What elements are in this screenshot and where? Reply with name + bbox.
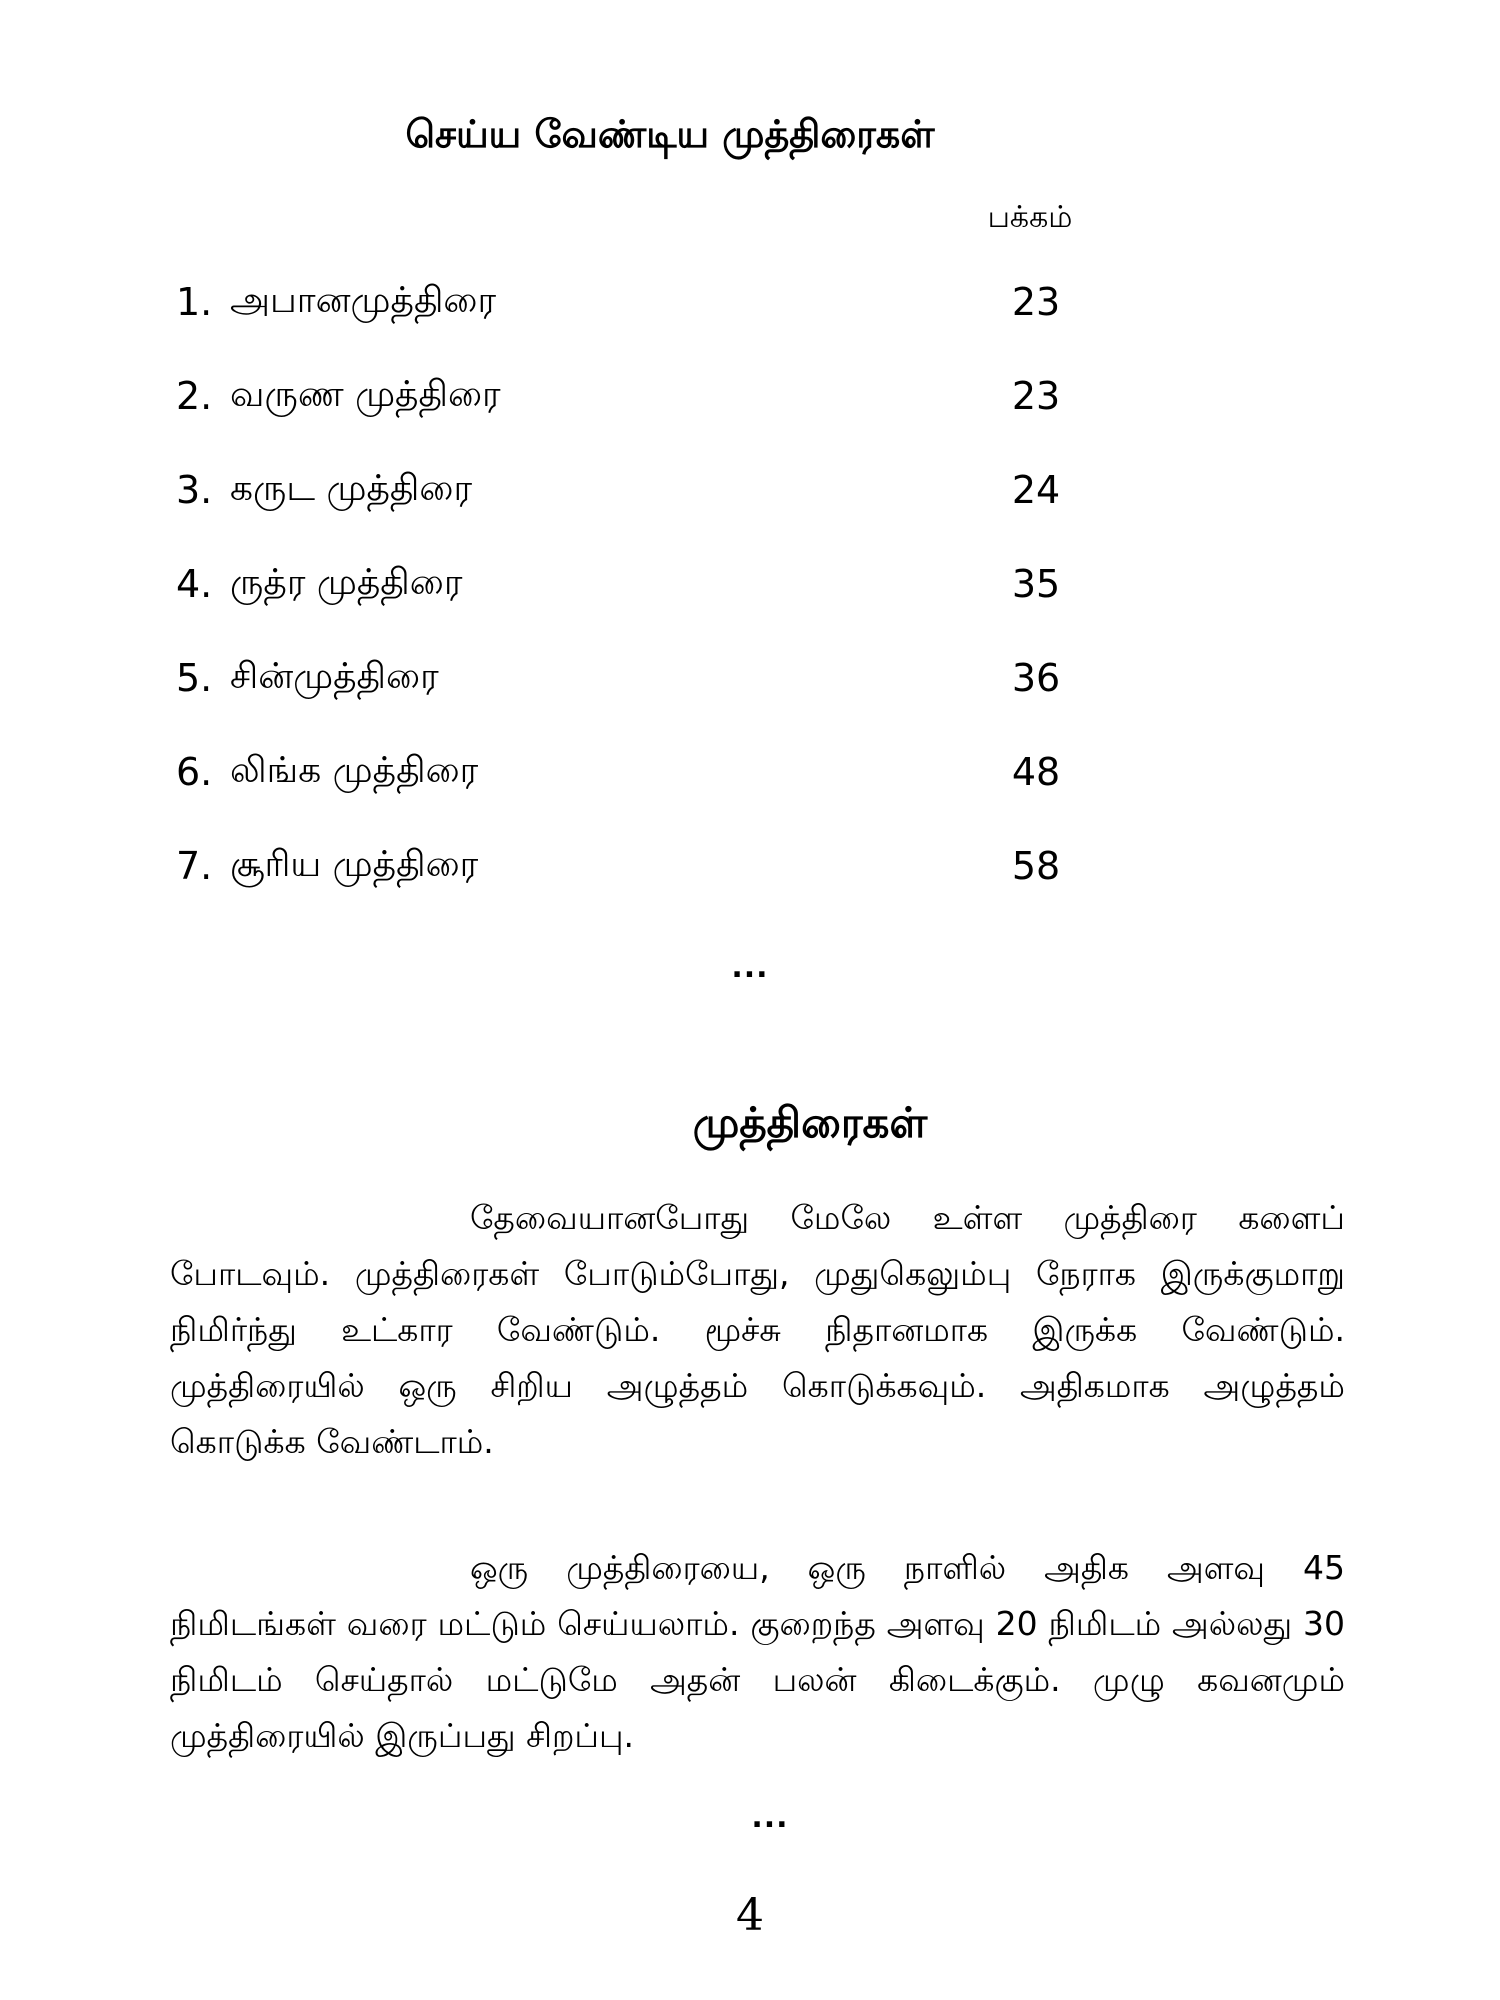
body-paragraph	[170, 1190, 1345, 1470]
toc-item-page: 35	[1011, 562, 1061, 606]
toc-item-number: 2.	[176, 374, 213, 418]
toc-item-label: சூரிய முத்திரை	[230, 844, 479, 885]
toc-item-number: 7.	[176, 844, 213, 888]
toc-item	[176, 646, 1076, 740]
toc-item-page: 23	[1011, 374, 1061, 418]
toc-item	[176, 364, 1076, 458]
toc-item-label: சின்முத்திரை	[230, 656, 439, 697]
toc-item-page: 48	[1011, 750, 1061, 794]
paragraph-text: ஒரு முத்திரையை, ஒரு நாளில் அதிக அளவு 45 நிமிடங்கள் வரை மட்டும் செய்யலாம். குறைந்த அளவு 20 நிமிடம் அல்லது 30 நிமிடம் செய்தால் மட்டுமே அதன் பலன் கிடைக்கும். முழு கவனமும் முத்திரையில் இருப்பது சிறப்பு.	[170, 1548, 1345, 1755]
toc-item-page: 58	[1011, 844, 1061, 888]
toc-item-page: 36	[1011, 656, 1061, 700]
toc-item-label: ருத்ர முத்திரை	[230, 562, 463, 603]
toc-item	[176, 740, 1076, 834]
toc-item-label: வருண முத்திரை	[230, 374, 501, 415]
toc-item-number: 3.	[176, 468, 213, 512]
toc-item	[176, 270, 1076, 364]
paragraph-text: தேவையானபோது மேலே உள்ள முத்திரை களைப் போடவும். முத்திரைகள் போடும்போது, முதுகெலும்பு நேராக இருக்குமாறு நிமிர்ந்து உட்கார வேண்டும். மூச்சு நிதானமாக இருக்க வேண்டும். முத்திரையில் ஒரு சிறிய அழுத்தம் கொடுக்கவும். அதிகமாக அழுத்தம் கொடுக்க வேண்டாம்.	[170, 1198, 1345, 1461]
page-number: 4	[736, 1890, 764, 1941]
section-ellipsis: ...	[751, 1800, 789, 1835]
toc-item-label: அபானமுத்திரை	[230, 280, 497, 321]
toc-item-number: 4.	[176, 562, 213, 606]
toc-item-number: 6.	[176, 750, 213, 794]
toc-item-page: 23	[1011, 280, 1061, 324]
toc-item-number: 1.	[176, 280, 213, 324]
toc-item	[176, 834, 1076, 928]
toc-item-label: லிங்க முத்திரை	[230, 750, 479, 791]
toc-item	[176, 458, 1076, 552]
toc-ellipsis: ...	[731, 950, 769, 985]
toc-list	[176, 270, 1076, 928]
toc-item-label: கருட முத்திரை	[230, 468, 473, 509]
toc-item	[176, 552, 1076, 646]
toc-item-page: 24	[1011, 468, 1061, 512]
toc-item-number: 5.	[176, 656, 213, 700]
toc-title: செய்ய வேண்டிய முத்திரைகள்	[405, 112, 935, 156]
section-title: முத்திரைகள்	[692, 1098, 928, 1147]
body-paragraph	[170, 1540, 1345, 1764]
page-column-header: பக்கம்	[987, 200, 1073, 235]
